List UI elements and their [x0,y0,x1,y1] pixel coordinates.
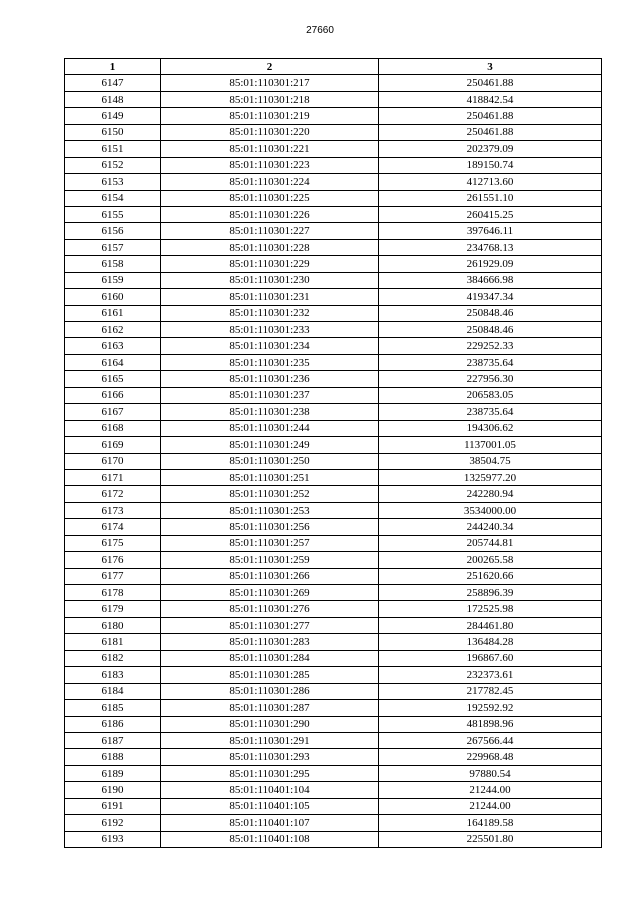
table-row [65,650,602,666]
row-number-cell: 6185 [65,700,161,716]
value-cell: 250848.46 [379,322,602,338]
row-number-cell: 6157 [65,239,161,255]
registry-table [64,58,602,848]
value-cell: 194306.62 [379,420,602,436]
cadastral-number-cell: 85:01:110301:225 [161,190,379,206]
value-cell: 250461.88 [379,108,602,124]
value-cell: 97880.54 [379,765,602,781]
cadastral-number-cell: 85:01:110301:257 [161,535,379,551]
row-number-cell: 6183 [65,667,161,683]
value-cell: 284461.80 [379,617,602,633]
row-number-cell: 6174 [65,519,161,535]
table-row [65,716,602,732]
row-number-cell: 6162 [65,322,161,338]
table-row [65,91,602,107]
value-cell: 192592.92 [379,700,602,716]
table-row [65,404,602,420]
cadastral-number-cell: 85:01:110301:269 [161,585,379,601]
row-number-cell: 6187 [65,732,161,748]
cadastral-number-cell: 85:01:110301:227 [161,223,379,239]
cadastral-number-cell: 85:01:110301:276 [161,601,379,617]
value-cell: 200265.58 [379,552,602,568]
value-cell: 202379.09 [379,141,602,157]
row-number-cell: 6181 [65,634,161,650]
value-cell: 238735.64 [379,354,602,370]
row-number-cell: 6158 [65,256,161,272]
row-number-cell: 6179 [65,601,161,617]
cadastral-number-cell: 85:01:110301:250 [161,453,379,469]
table-row [65,568,602,584]
value-cell: 412713.60 [379,174,602,190]
table-row [65,437,602,453]
table-row [65,420,602,436]
cadastral-number-cell: 85:01:110301:252 [161,486,379,502]
row-number-cell: 6147 [65,75,161,91]
table-row [65,831,602,847]
table-row [65,305,602,321]
value-cell: 419347.34 [379,289,602,305]
cadastral-number-cell: 85:01:110301:221 [161,141,379,157]
value-cell: 261551.10 [379,190,602,206]
value-cell: 251620.66 [379,568,602,584]
row-number-cell: 6151 [65,141,161,157]
value-cell: 232373.61 [379,667,602,683]
table-row [65,667,602,683]
cadastral-number-cell: 85:01:110301:266 [161,568,379,584]
table-row [65,75,602,91]
row-number-cell: 6150 [65,124,161,140]
row-number-cell: 6160 [65,289,161,305]
cadastral-number-cell: 85:01:110301:244 [161,420,379,436]
cadastral-number-cell: 85:01:110301:277 [161,617,379,633]
row-number-cell: 6167 [65,404,161,420]
table-row [65,322,602,338]
cadastral-number-cell: 85:01:110301:259 [161,552,379,568]
row-number-cell: 6188 [65,749,161,765]
table-row [65,486,602,502]
value-cell: 229968.48 [379,749,602,765]
header-row [65,59,602,75]
cadastral-number-cell: 85:01:110301:220 [161,124,379,140]
cadastral-number-cell: 85:01:110401:107 [161,815,379,831]
row-number-cell: 6191 [65,798,161,814]
table-row [65,552,602,568]
row-number-cell: 6148 [65,91,161,107]
table-row [65,387,602,403]
table-row [65,354,602,370]
cadastral-number-cell: 85:01:110301:286 [161,683,379,699]
row-number-cell: 6156 [65,223,161,239]
row-number-cell: 6149 [65,108,161,124]
table-row [65,765,602,781]
value-cell: 260415.25 [379,206,602,222]
row-number-cell: 6154 [65,190,161,206]
row-number-cell: 6152 [65,157,161,173]
cadastral-number-cell: 85:01:110301:287 [161,700,379,716]
table-row [65,338,602,354]
value-cell: 196867.60 [379,650,602,666]
cadastral-number-cell: 85:01:110301:226 [161,206,379,222]
cadastral-number-cell: 85:01:110301:293 [161,749,379,765]
table-row [65,174,602,190]
table-row [65,683,602,699]
table-row [65,108,602,124]
table-row [65,124,602,140]
value-cell: 238735.64 [379,404,602,420]
value-cell: 234768.13 [379,239,602,255]
table-row [65,141,602,157]
value-cell: 217782.45 [379,683,602,699]
page-number: 27660 [306,25,334,36]
cadastral-number-cell: 85:01:110401:108 [161,831,379,847]
row-number-cell: 6165 [65,371,161,387]
cadastral-number-cell: 85:01:110301:228 [161,239,379,255]
table-row [65,289,602,305]
cadastral-number-cell: 85:01:110301:256 [161,519,379,535]
value-cell: 172525.98 [379,601,602,617]
cadastral-number-cell: 85:01:110301:285 [161,667,379,683]
header-cell-column-3: 3 [379,59,602,75]
value-cell: 250848.46 [379,305,602,321]
cadastral-number-cell: 85:01:110301:223 [161,157,379,173]
row-number-cell: 6193 [65,831,161,847]
value-cell: 481898.96 [379,716,602,732]
cadastral-number-cell: 85:01:110401:105 [161,798,379,814]
value-cell: 250461.88 [379,75,602,91]
value-cell: 205744.81 [379,535,602,551]
table-row [65,749,602,765]
value-cell: 136484.28 [379,634,602,650]
value-cell: 258896.39 [379,585,602,601]
row-number-cell: 6155 [65,206,161,222]
value-cell: 229252.33 [379,338,602,354]
table-row [65,239,602,255]
header-cell-column-1: 1 [65,59,161,75]
row-number-cell: 6180 [65,617,161,633]
row-number-cell: 6171 [65,469,161,485]
row-number-cell: 6189 [65,765,161,781]
cadastral-number-cell: 85:01:110301:233 [161,322,379,338]
row-number-cell: 6164 [65,354,161,370]
cadastral-number-cell: 85:01:110301:290 [161,716,379,732]
cadastral-number-cell: 85:01:110301:251 [161,469,379,485]
cadastral-number-cell: 85:01:110301:253 [161,502,379,518]
cadastral-number-cell: 85:01:110301:237 [161,387,379,403]
table-body [65,75,602,848]
cadastral-number-cell: 85:01:110301:284 [161,650,379,666]
table-row [65,782,602,798]
cadastral-number-cell: 85:01:110301:231 [161,289,379,305]
table-row [65,732,602,748]
cadastral-number-cell: 85:01:110301:230 [161,272,379,288]
value-cell: 242280.94 [379,486,602,502]
cadastral-number-cell: 85:01:110301:236 [161,371,379,387]
row-number-cell: 6173 [65,502,161,518]
row-number-cell: 6186 [65,716,161,732]
cadastral-number-cell: 85:01:110301:218 [161,91,379,107]
cadastral-number-cell: 85:01:110301:295 [161,765,379,781]
row-number-cell: 6161 [65,305,161,321]
table-row [65,206,602,222]
table-row [65,519,602,535]
row-number-cell: 6170 [65,453,161,469]
value-cell: 250461.88 [379,124,602,140]
value-cell: 225501.80 [379,831,602,847]
row-number-cell: 6163 [65,338,161,354]
value-cell: 384666.98 [379,272,602,288]
row-number-cell: 6176 [65,552,161,568]
value-cell: 3534000.00 [379,502,602,518]
cadastral-number-cell: 85:01:110301:235 [161,354,379,370]
row-number-cell: 6190 [65,782,161,798]
cadastral-number-cell: 85:01:110301:217 [161,75,379,91]
table-row [65,700,602,716]
table-row [65,272,602,288]
table-row [65,256,602,272]
row-number-cell: 6182 [65,650,161,666]
value-cell: 206583.05 [379,387,602,403]
row-number-cell: 6159 [65,272,161,288]
table-row [65,190,602,206]
value-cell: 1137001.05 [379,437,602,453]
row-number-cell: 6168 [65,420,161,436]
table-row [65,535,602,551]
cadastral-number-cell: 85:01:110301:232 [161,305,379,321]
row-number-cell: 6172 [65,486,161,502]
value-cell: 244240.34 [379,519,602,535]
value-cell: 189150.74 [379,157,602,173]
table-row [65,815,602,831]
header-cell-column-2: 2 [161,59,379,75]
cadastral-number-cell: 85:01:110301:238 [161,404,379,420]
cadastral-number-cell: 85:01:110301:219 [161,108,379,124]
table-row [65,617,602,633]
value-cell: 397646.11 [379,223,602,239]
value-cell: 21244.00 [379,782,602,798]
table-row [65,634,602,650]
cadastral-number-cell: 85:01:110301:283 [161,634,379,650]
value-cell: 261929.09 [379,256,602,272]
table-row [65,223,602,239]
cadastral-number-cell: 85:01:110301:234 [161,338,379,354]
row-number-cell: 6184 [65,683,161,699]
row-number-cell: 6192 [65,815,161,831]
cadastral-number-cell: 85:01:110301:291 [161,732,379,748]
value-cell: 418842.54 [379,91,602,107]
table-row [65,502,602,518]
row-number-cell: 6153 [65,174,161,190]
row-number-cell: 6177 [65,568,161,584]
row-number-cell: 6178 [65,585,161,601]
value-cell: 21244.00 [379,798,602,814]
value-cell: 1325977.20 [379,469,602,485]
cadastral-number-cell: 85:01:110401:104 [161,782,379,798]
table-row [65,601,602,617]
row-number-cell: 6166 [65,387,161,403]
row-number-cell: 6175 [65,535,161,551]
cadastral-number-cell: 85:01:110301:249 [161,437,379,453]
table-row [65,798,602,814]
cadastral-number-cell: 85:01:110301:224 [161,174,379,190]
value-cell: 164189.58 [379,815,602,831]
table-row [65,585,602,601]
cadastral-number-cell: 85:01:110301:229 [161,256,379,272]
value-cell: 267566.44 [379,732,602,748]
value-cell: 38504.75 [379,453,602,469]
table-row [65,469,602,485]
table-row [65,371,602,387]
row-number-cell: 6169 [65,437,161,453]
table-header [65,59,602,75]
table-row [65,157,602,173]
value-cell: 227956.30 [379,371,602,387]
table-row [65,453,602,469]
